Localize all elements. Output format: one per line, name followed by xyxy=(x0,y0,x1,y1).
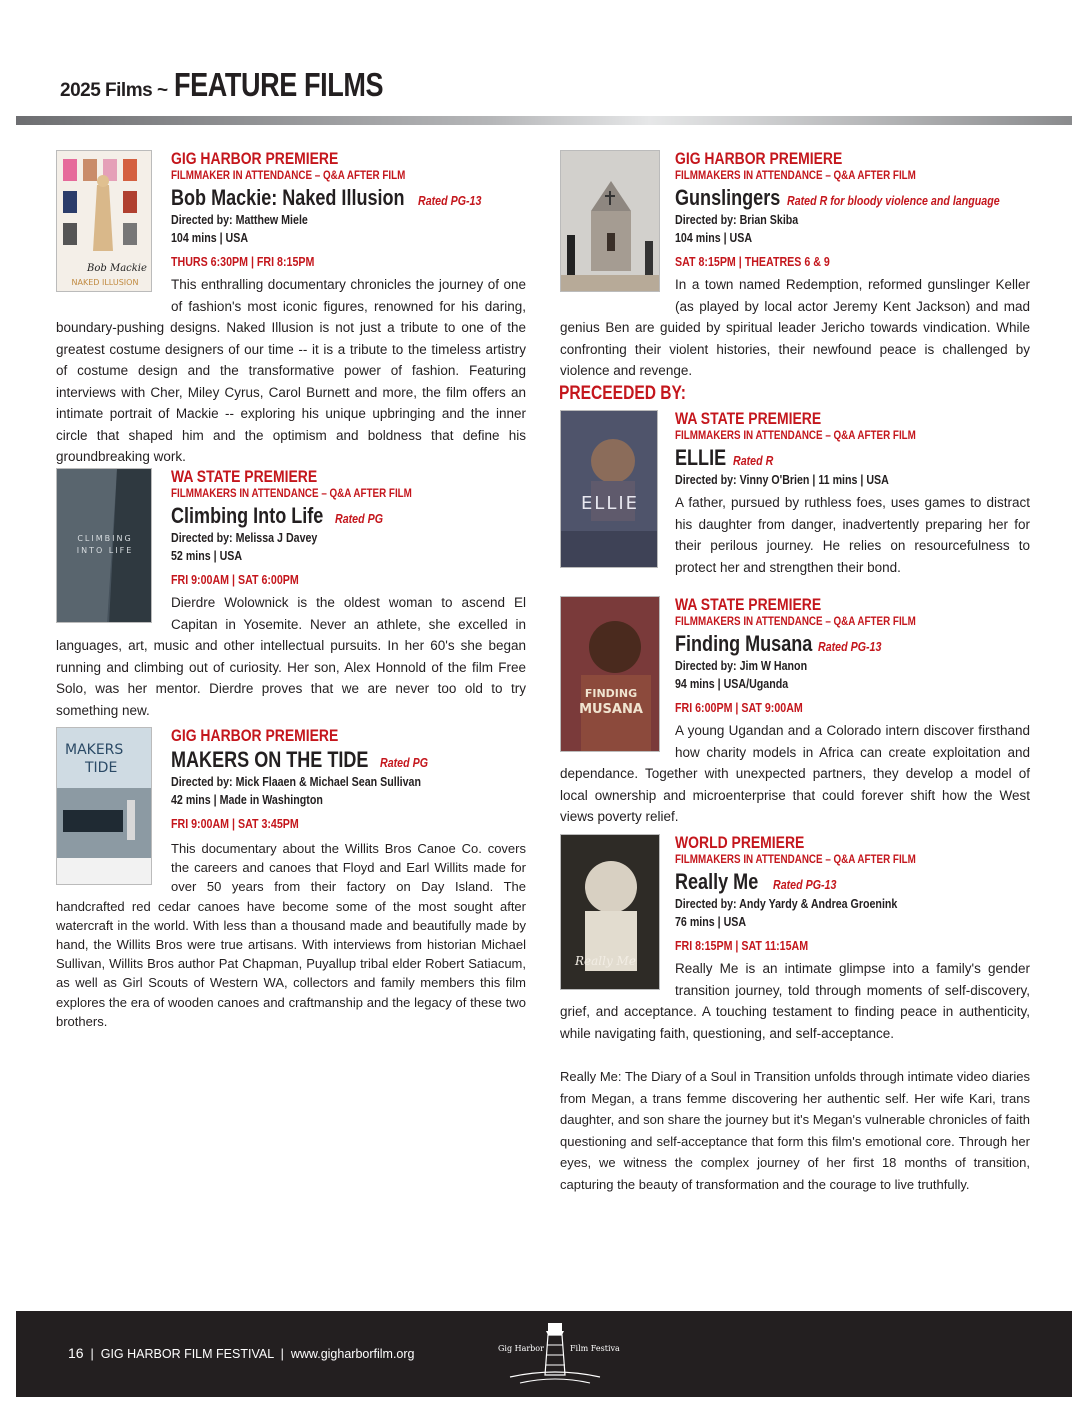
film-showtimes: THURS 6:30PM | FRI 8:15PM xyxy=(171,254,315,269)
premiere-label: WA STATE PREMIERE xyxy=(171,467,318,486)
svg-text:CLIMBING: CLIMBING xyxy=(77,534,133,543)
film-details: 76 mins | USA xyxy=(675,914,747,929)
film-details: 42 mins | Made in Washington xyxy=(171,792,323,807)
svg-text:MAKERS: MAKERS xyxy=(65,742,124,758)
film-rating: Rated R for bloody violence and language xyxy=(787,193,1001,208)
film-title: Bob Mackie: Naked Illusion xyxy=(171,185,405,210)
poster-ellie-text: ELLIE xyxy=(580,493,640,514)
film-director: Directed by: Mick Flaaen & Michael Sean Sullivan xyxy=(171,774,422,789)
premiere-label: GIG HARBOR PREMIERE xyxy=(675,149,843,168)
poster-ellie xyxy=(560,410,658,568)
premiere-label: GIG HARBOR PREMIERE xyxy=(171,149,339,168)
film-details: 104 mins | USA xyxy=(171,230,249,245)
film-director: Directed by: Vinny O'Brien | 11 mins | USA xyxy=(675,472,889,487)
film-showtimes: FRI 6:00PM | SAT 9:00AM xyxy=(675,700,803,715)
film-title: Finding Musana xyxy=(675,631,813,656)
film-rating: Rated R xyxy=(733,453,774,468)
premiere-label: WA STATE PREMIERE xyxy=(675,595,822,614)
film-rating: Rated PG xyxy=(334,511,383,526)
film-details: 94 mins | USA/Uganda xyxy=(675,676,789,691)
film-rating: Rated PG-13 xyxy=(417,193,482,208)
film-title: Gunslingers xyxy=(675,185,781,210)
attendance-label: FILMMAKERS IN ATTENDANCE – Q&A AFTER FILM xyxy=(171,486,412,500)
film-director: Directed by: Andy Yardy & Andrea Groenink xyxy=(675,896,898,911)
festival-logo xyxy=(490,1317,620,1389)
film-description: This enthralling documentary chronicles the journey of one of fashion's most iconic figures, renowned for his daring, boundary-pushing designs. Naked Illusion is not just a tribute to one of the greatest costume designers of our time -- it is a tribute to the timeless artistry of costume design and the transformative power of fashion. Featuring interviews with Cher, Miley Cyrus, Carol Burnett and more, the film offers an intimate portrait of Mackie -- exploring his unique upbringing and the inner circle that shaped him and the optimism and boldness that define his groundbreaking work. xyxy=(56,277,526,464)
premiere-label: GIG HARBOR PREMIERE xyxy=(171,726,339,745)
logo-right-text: Film Festival xyxy=(570,1344,620,1353)
film-director: Directed by: Jim W Hanon xyxy=(675,658,808,673)
film-description: In a town named Redemption, reformed gunslinger Keller (as played by local actor Jeremy Kent Jackson) and mad genius Ben are guided by spiritual leader Jericho towards vindication. While confronting their violent histories, their newfound peace is challenged by violence and revenge. xyxy=(560,277,1030,378)
film-rating: Rated PG-13 xyxy=(818,639,882,654)
film-details: 52 mins | USA xyxy=(171,548,243,563)
poster-bob-mackie-text: NAKED ILLUSION xyxy=(71,278,139,287)
film-description: A father, pursued by ruthless foes, uses games to distract his daughter from danger, inadvertently preparing her for their perilous journey. He relies on resourcefulness to protect her and strengthen their bond. xyxy=(675,495,1030,575)
svg-text:FINDING: FINDING xyxy=(584,687,638,700)
film-showtimes: FRI 9:00AM | SAT 6:00PM xyxy=(171,572,299,587)
page-header xyxy=(60,66,429,104)
poster-really-me-text: Really Me xyxy=(575,954,636,968)
film-rating: Rated PG xyxy=(379,755,428,770)
attendance-label: FILMMAKERS IN ATTENDANCE – Q&A AFTER FILM xyxy=(675,852,916,866)
page-number: 16 xyxy=(68,1345,84,1361)
film-showtimes: FRI 9:00AM | SAT 3:45PM xyxy=(171,816,299,831)
preceded-by-label: PRECEEDED BY: xyxy=(559,383,686,404)
svg-text:TIDE: TIDE xyxy=(85,760,118,776)
film-showtimes: FRI 8:15PM | SAT 11:15AM xyxy=(675,938,809,953)
poster-gunslingers xyxy=(560,150,660,292)
film-title: Really Me xyxy=(675,869,759,894)
svg-text:MUSANA: MUSANA xyxy=(579,702,643,717)
page-footer xyxy=(16,1311,1072,1397)
page-title: FEATURE FILMS xyxy=(173,66,383,103)
logo-left-text: Gig Harbor xyxy=(498,1344,544,1353)
attendance-label: FILMMAKERS IN ATTENDANCE – Q&A AFTER FILM xyxy=(675,168,916,182)
attendance-label: FILMMAKER IN ATTENDANCE – Q&A AFTER FILM xyxy=(171,168,406,182)
film-title: ELLIE xyxy=(675,445,727,470)
film-description-2: Really Me: The Diary of a Soul in Transition unfolds through intimate video diaries from Megan, a trans femme discovering her authentic self. Her wife Kari, trans daughter, and son share the journey but it's Megan's vulnerable chronicles of faith questioning and self-acceptance that form this film's emotional core. Through her eyes, we witness the complex journey of her first 18 months of transition, capturing the beauty of transformation and the courage to live truthfully. xyxy=(560,1069,1030,1192)
footer-org: GIG HARBOR FILM FESTIVAL xyxy=(100,1347,274,1361)
attendance-label: FILMMAKERS IN ATTENDANCE – Q&A AFTER FILM xyxy=(675,614,916,628)
film-title: Climbing Into Life xyxy=(171,503,324,528)
film-director: Directed by: Brian Skiba xyxy=(675,212,799,227)
header-rule xyxy=(16,116,1072,125)
svg-text:INTO LIFE: INTO LIFE xyxy=(76,546,134,555)
footer-text: 16 | GIG HARBOR FILM FESTIVAL | www.gigharborfilm.org xyxy=(68,1345,415,1361)
film-description: This documentary about the Willits Bros Canoe Co. covers the careers and canoes that Floyd and Earl Willits made for over 50 years from their factory on Day Island. The handcrafted red cedar canoes have become some of the most sought after watercraft in the world. With less than a thousand made and beautifully made by hand, the Willits Bros were true artisans. With interviews from historian Michael Sullivan, Willits Bros author Pat Chapman, Puyallup tribal elder Robert Satiacum, as well as Girl Scouts of Western WA, collectors and family members this film explores the era of wooden canoes and craftmanship and the legacy of these two brothers. xyxy=(56,841,526,1029)
film-director: Directed by: Melissa J Davey xyxy=(171,530,318,545)
footer-url[interactable]: www.gigharborfilm.org xyxy=(290,1347,415,1361)
header-prefix: 2025 Films ~ xyxy=(60,80,168,101)
film-description: Dierdre Wolownick is the oldest woman to ascend El Capitan in Yosemite. Never an athlete, she excelled in languages, art, music and other intellectual pursuits. In her 60's she began running and climbing out of curiosity. Her son, Alex Honnold of the film Free Solo, was her mentor. Dierdre proves that we are never too old to try something new. xyxy=(56,595,526,718)
film-director: Directed by: Matthew Miele xyxy=(171,212,308,227)
attendance-label: FILMMAKERS IN ATTENDANCE – Q&A AFTER FILM xyxy=(675,428,916,442)
film-description: Really Me is an intimate glimpse into a family's gender transition journey, told through moments of self-discovery, grief, and acceptance. A touching testament to finding peace in authenticity, while navigating faith, questioning, and self-acceptance. xyxy=(560,961,1030,1041)
premiere-label: WORLD PREMIERE xyxy=(675,833,805,852)
film-title: MAKERS ON THE TIDE xyxy=(171,747,369,772)
film-rating: Rated PG-13 xyxy=(772,877,836,892)
svg-text:Bob Mackie: Bob Mackie xyxy=(87,263,147,274)
film-details: 104 mins | USA xyxy=(675,230,753,245)
premiere-label: WA STATE PREMIERE xyxy=(675,409,822,428)
film-showtimes: SAT 8:15PM | THEATRES 6 & 9 xyxy=(675,254,830,269)
film-description: A young Ugandan and a Colorado intern discover firsthand how charity models in Africa can create exploitation and dependance. Together with unexpected partners, they develop a model of local ownership and microenterprise that could forever shift how the West views poverty relief. xyxy=(560,723,1030,824)
poster-bob-mackie xyxy=(56,150,152,292)
